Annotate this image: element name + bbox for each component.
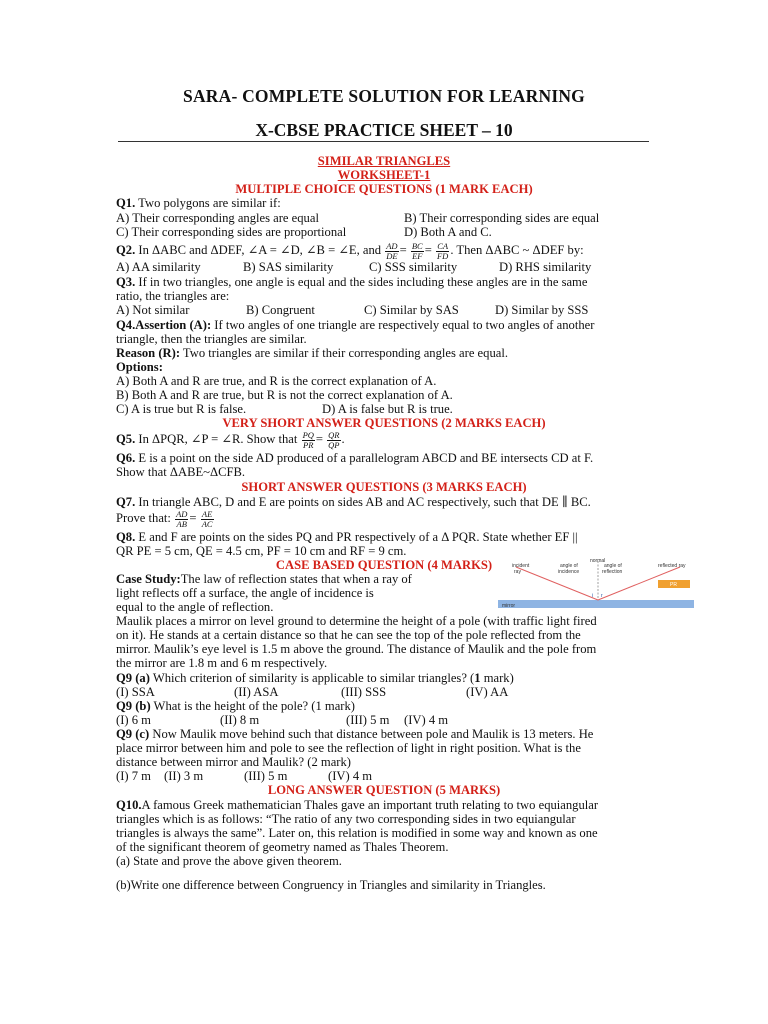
q5-stem: Q5. In ΔPQR, ∠P = ∠R. Show that $\frac{PQ}{PR}$ = $\frac{QR}{QP}$ . — [116, 430, 345, 450]
q5-fraction-1: $\frac{PQ}{PR}$ — [302, 430, 314, 450]
q9a-option-4: (IV) AA — [466, 685, 509, 699]
case-intro-2: light reflects off a surface, the angle of incidence is — [116, 586, 374, 600]
case-intro-3: equal to the angle of reflection. — [116, 600, 274, 614]
q9a-option-1: (I) SSA — [116, 685, 155, 699]
q2-option-d: D) RHS similarity — [499, 260, 592, 274]
angle-incidence-label-1: angle of — [560, 563, 578, 569]
q8-stem: Q8. E and F are points on the sides PQ and PR respectively of a Δ PQR. State whether EF || — [116, 530, 578, 544]
q9c-option-4: (IV) 4 m — [328, 769, 373, 783]
angle-reflection-label-2: reflection — [602, 569, 623, 575]
q3-stem-cont: ratio, the triangles are: — [116, 289, 230, 303]
reflected-label: reflected ray — [658, 563, 686, 569]
q1-option-d: D) Both A and C. — [404, 225, 492, 239]
q3-option-a: A) Not similar — [116, 303, 190, 317]
q1-option-a: A) Their corresponding angles are equal — [116, 211, 319, 225]
q4-option-a: A) Both A and R are true, and R is the correct explanation of A. — [116, 374, 437, 388]
angle-reflection-label-1: angle of — [604, 563, 622, 569]
q2-stem: Q2. In ΔABC and ΔDEF, ∠A = ∠D, ∠B = ∠E, and $\frac{AD}{DE}$ = $\frac{BC}{EF}$ = $\frac{CA}{FD}$ . Then ΔABC ~ ΔDEF by: — [116, 241, 584, 261]
mirror-surface — [498, 600, 694, 608]
case-intro-1: Case Study:The law of reflection states that when a ray of — [116, 572, 412, 586]
case-para-1: Maulik places a mirror on level ground to determine the height of a pole (with traffic light fired — [116, 614, 597, 628]
q7-stem: Q7. In triangle ABC, D and E are points on sides AB and AC respectively, such that DE ∥ BC. — [116, 495, 591, 509]
topic-title: SIMILAR TRIANGLES — [317, 154, 451, 168]
q9c-option-1: (I) 7 m — [116, 769, 151, 783]
q3-option-b: B) Congruent — [246, 303, 315, 317]
q10-stem: Q10.A famous Greek mathematician Thales gave an important truth relating to two equiangular — [116, 798, 599, 812]
q9a-option-3: (III) SSS — [341, 685, 387, 699]
q7-fraction-2: $\frac{AE}{AC}$ — [201, 509, 213, 529]
q3-option-c: C) Similar by SAS — [364, 303, 459, 317]
q2-option-a: A) AA similarity — [116, 260, 201, 274]
q9b-option-1: (I) 6 m — [116, 713, 151, 727]
q1-stem: Q1. Two polygons are similar if: — [116, 196, 281, 210]
q2-option-c: C) SSS similarity — [369, 260, 458, 274]
q4-reason: Reason (R): Two triangles are similar if their corresponding angles are equal. — [116, 346, 508, 360]
q2-fraction-2: $\frac{BC}{EF}$ — [411, 241, 423, 261]
q10-line-3: triangles is always the same”. Later on, this relation is modified in some way and known as one — [116, 826, 598, 840]
q1-option-b: B) Their corresponding sides are equal — [404, 211, 600, 225]
q10-line-4: of the significant theorem of geometry named as Thales Theorem. — [116, 840, 449, 854]
q3-stem: Q3. If in two triangles, one angle is equal and the sides including these angles are in the same — [116, 275, 588, 289]
page-title: SARA- COMPLETE SOLUTION FOR LEARNING — [183, 86, 585, 106]
q1-option-c: C) Their corresponding sides are proportional — [116, 225, 347, 239]
ray-label: ray — [514, 569, 521, 575]
q9b-option-2: (II) 8 m — [220, 713, 260, 727]
q9c-stem: Q9 (c) Now Maulik move behind such that distance between pole and Maulik is 13 meters. He — [116, 727, 594, 741]
q5-fraction-2: $\frac{QR}{QP}$ — [328, 430, 340, 450]
case-para-3: mirror. Maulik’s eye level is 1.5 m above the ground. The distance of Maulik and the pole from — [116, 642, 597, 656]
q9c-option-2: (II) 3 m — [164, 769, 204, 783]
mirror-label: mirror — [502, 603, 516, 609]
section-long: LONG ANSWER QUESTION (5 MARKS) — [267, 783, 501, 797]
normal-label: normal — [590, 558, 606, 564]
case-para-4: the mirror are 1.8 m and 6 m respectively. — [116, 656, 328, 670]
pr-label: PR — [670, 582, 677, 588]
q4-options-label: Options: — [116, 360, 163, 374]
q9b-option-4: (IV) 4 m — [404, 713, 449, 727]
q7-fraction-1: $\frac{AD}{AB}$ — [176, 509, 188, 529]
q6-stem-cont: Show that ΔABE~ΔCFB. — [116, 465, 246, 479]
incident-ray — [516, 567, 598, 600]
reflection-diagram — [498, 557, 694, 609]
q2-fraction-3: $\frac{CA}{FD}$ — [436, 241, 449, 261]
case-para-2: on it). He stands at a certain distance so that he can see the top of the pole reflected from the — [116, 628, 581, 642]
q9c-stem-2: place mirror between him and pole to see the reflection of light in right position. What is the — [116, 741, 581, 755]
worksheet-label: WORKSHEET-1 — [337, 168, 431, 182]
section-short: SHORT ANSWER QUESTIONS (3 MARKS EACH) — [241, 480, 527, 494]
sheet-title: X-CBSE PRACTICE SHEET – 10 — [255, 120, 513, 140]
q4-option-d: D) A is false but R is true. — [322, 402, 453, 416]
q8-stem-cont: QR PE = 5 cm, QE = 4.5 cm, PF = 10 cm and RF = 9 cm. — [116, 544, 407, 558]
q10-line-2: triangles which is as follows: “The ratio of any two corresponding sides in two equiangular — [116, 812, 576, 826]
incident-label: incident — [512, 563, 530, 569]
angle-incidence-label-2: incidence — [558, 569, 580, 575]
section-mcq: MULTIPLE CHOICE QUESTIONS (1 MARK EACH) — [235, 182, 533, 196]
q9b-stem: Q9 (b) What is the height of the pole? (1 mark) — [116, 699, 355, 713]
q9b-option-3: (III) 5 m — [346, 713, 390, 727]
section-very-short: VERY SHORT ANSWER QUESTIONS (2 MARKS EACH) — [222, 416, 546, 430]
q4-option-c: C) A is true but R is false. — [116, 402, 247, 416]
q10-part-a: (a) State and prove the above given theorem. — [116, 854, 342, 868]
i-label: i — [592, 593, 594, 599]
q2-fraction-1: $\frac{AD}{DE}$ — [386, 241, 398, 261]
q2-option-b: B) SAS similarity — [243, 260, 334, 274]
section-case: CASE BASED QUESTION (4 MARKS) — [275, 558, 493, 572]
q9a-stem: Q9 (a) Which criterion of similarity is applicable to similar triangles? (1 mark) — [116, 671, 514, 685]
q4-option-b: B) Both A and R are true, but R is not the correct explanation of A. — [116, 388, 453, 402]
q10-part-b: (b)Write one difference between Congruency in Triangles and similarity in Triangles. — [116, 878, 546, 892]
q4-assertion: Q4.Assertion (A): If two angles of one triangle are respectively equal to two angles of another — [116, 318, 595, 332]
q9a-option-2: (II) ASA — [234, 685, 279, 699]
q6-stem: Q6. E is a point on the side AD produced of a parallelogram ABCD and BE intersects CD at F. — [116, 451, 594, 465]
q3-option-d: D) Similar by SSS — [495, 303, 589, 317]
q9c-stem-3: distance between mirror and Maulik? (2 mark) — [116, 755, 351, 769]
header-divider — [118, 141, 649, 142]
q4-assertion-cont: triangle, then the triangles are similar. — [116, 332, 307, 346]
q9c-option-3: (III) 5 m — [244, 769, 288, 783]
r-label: r — [601, 593, 603, 599]
q7-prove: Prove that: $\frac{AD}{AB}$ = $\frac{AE}{AC}$ — [116, 509, 213, 529]
